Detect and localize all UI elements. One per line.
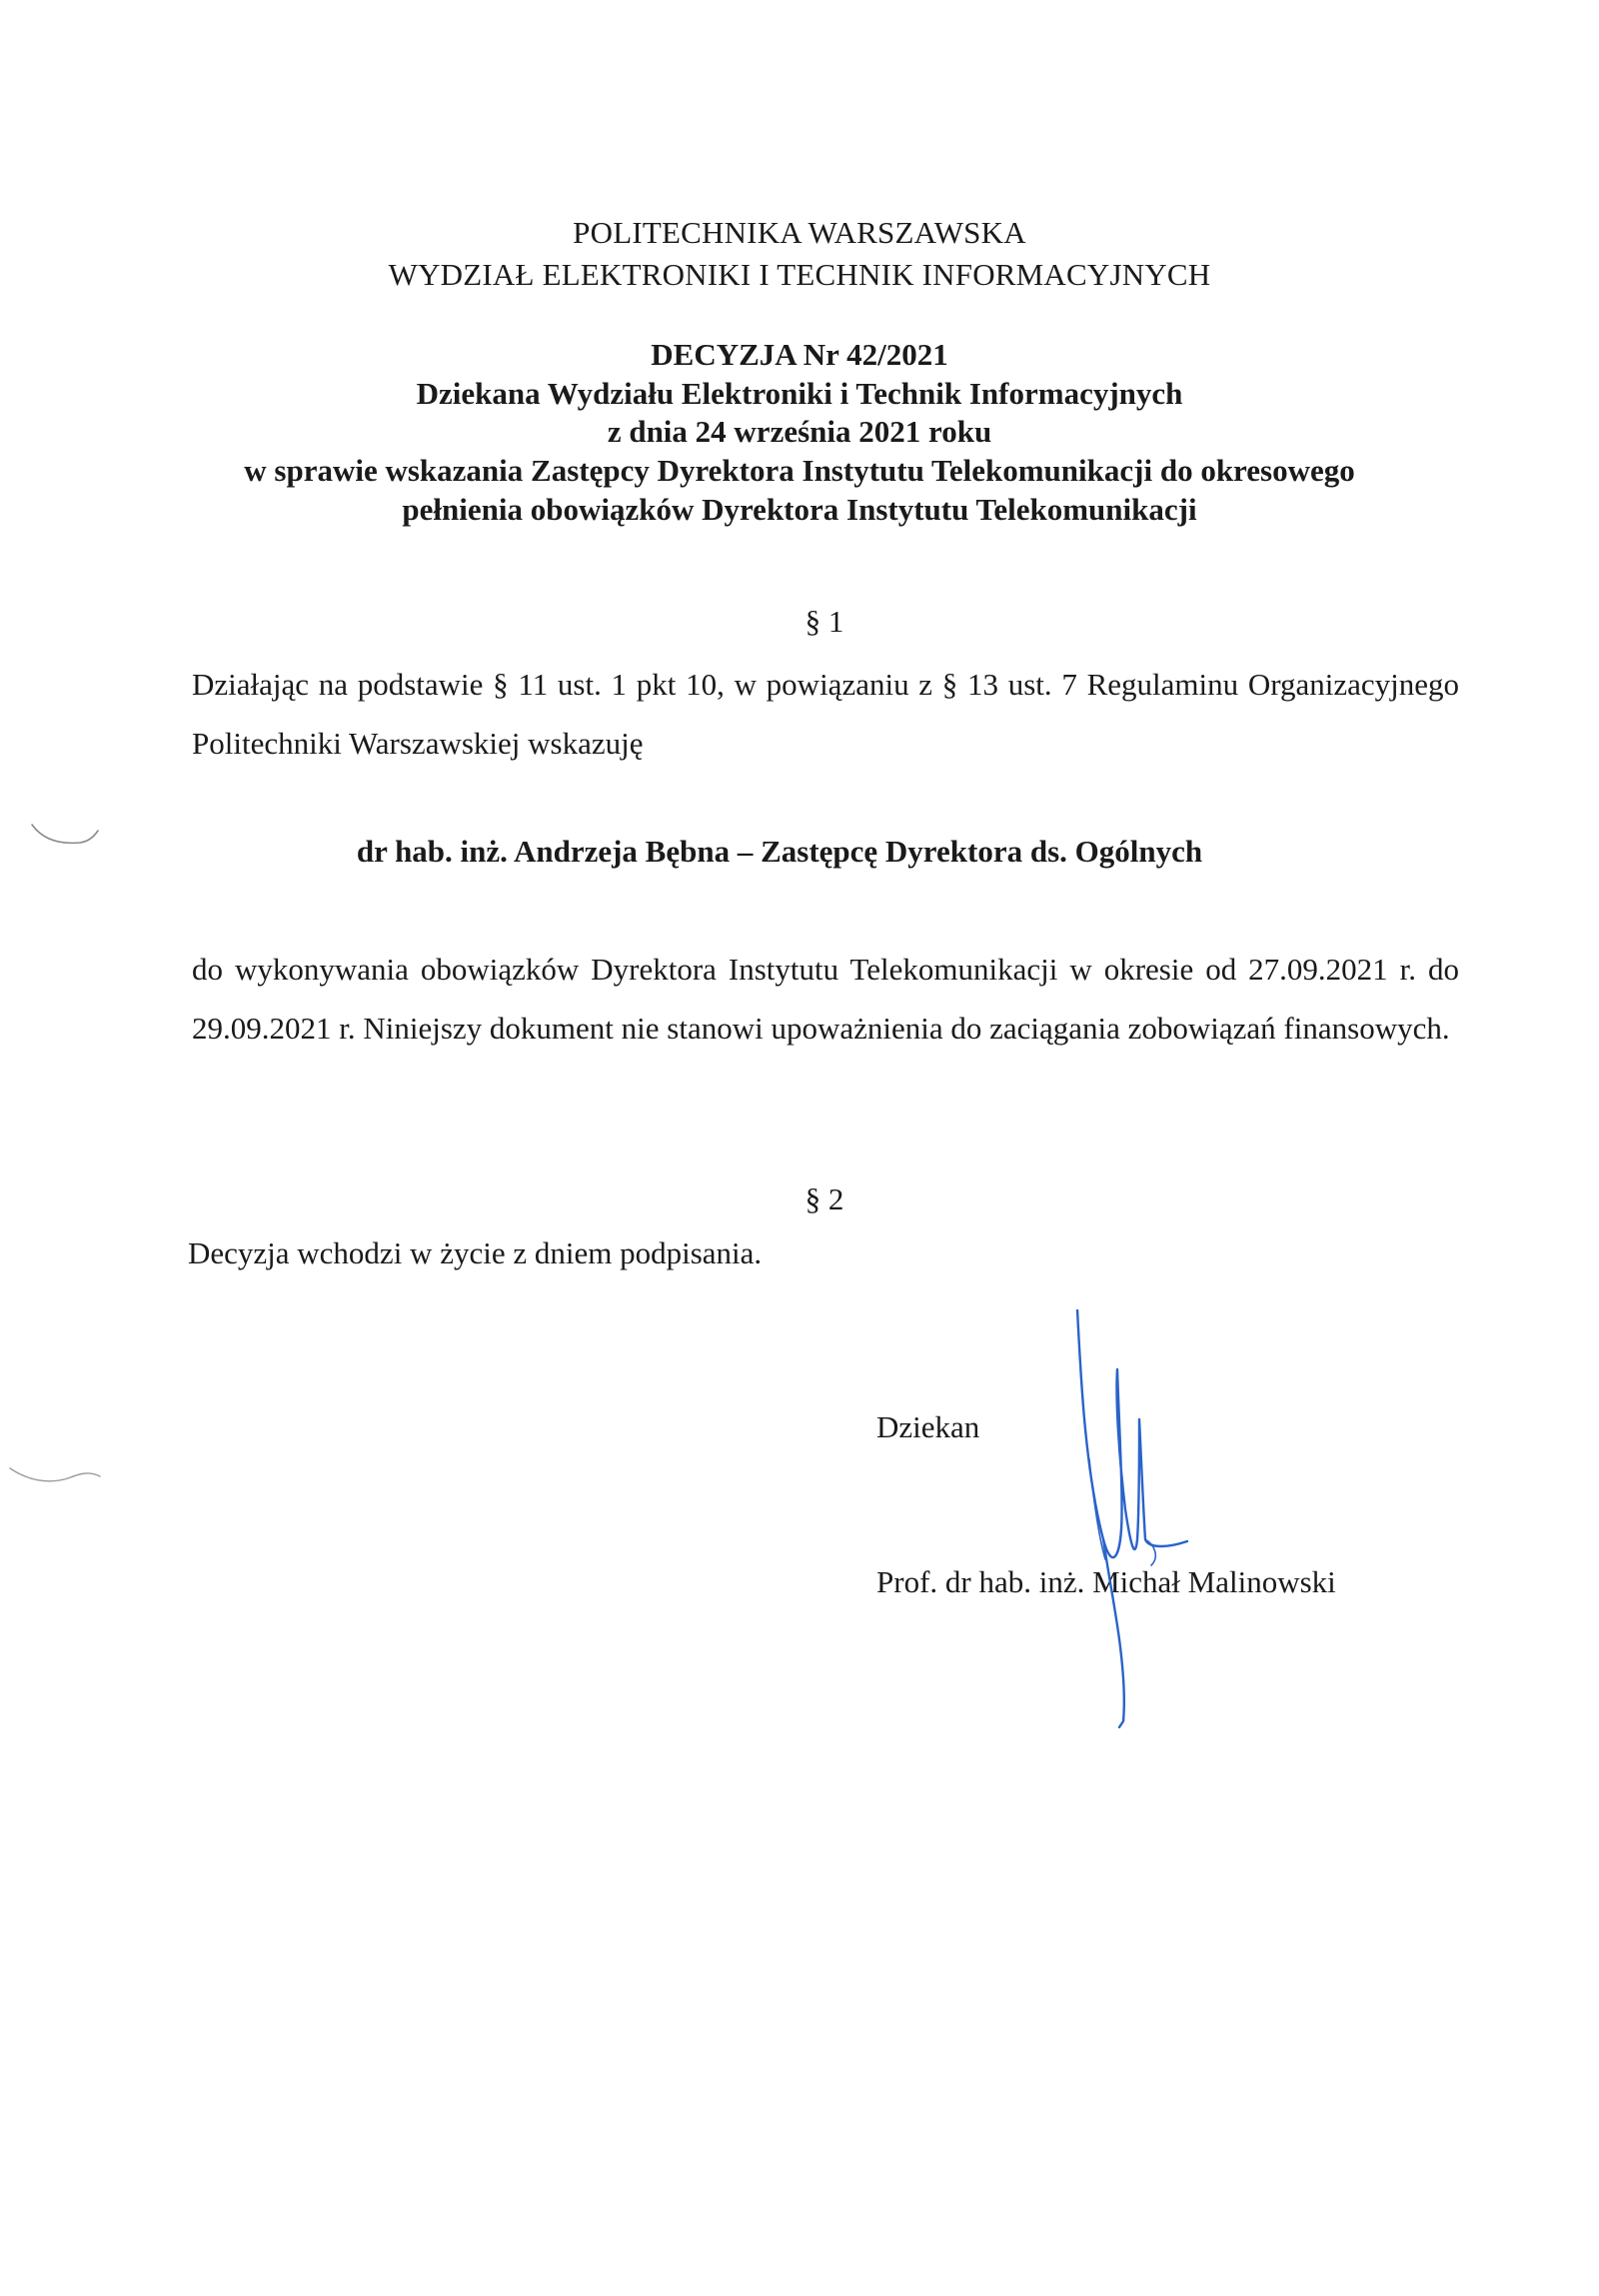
faculty-name: WYDZIAŁ ELEKTRONIKI I TECHNIK INFORMACYJNYCH [388, 257, 1211, 292]
signatory-name: Prof. dr hab. inż. Michał Malinowski [876, 1564, 1336, 1599]
section1-intro: Działając na podstawie § 11 ust. 1 pkt 10, w powiązaniu z § 13 ust. 7 Regulaminu Organizacyjnego Politechniki Warszawskiej wskazuję [192, 667, 1459, 761]
scan-artifact-mark [30, 815, 100, 855]
section2-text: Decyzja wchodzi w życie z dniem podpisania. [188, 1235, 763, 1270]
section2-sign: § 2 [804, 1181, 844, 1216]
decision-date: z dnia 24 września 2021 roku [607, 414, 992, 449]
section1-duties: do wykonywania obowiązków Dyrektora Instytutu Telekomunikacji w okresie od 27.09.2021 r. do 29.09.2021 r. Niniejszy dokument nie stanowi upoważnienia do zaciągania zobowiązań finansowych. [192, 952, 1459, 1046]
decision-number: DECYZJA Nr 42/2021 [651, 337, 948, 372]
signatory-role: Dziekan [876, 1409, 980, 1444]
appointed-person: dr hab. inż. Andrzeja Bębna – Zastępcę Dyrektora ds. Ogólnych [356, 834, 1203, 869]
decision-subject-line1: w sprawie wskazania Zastępcy Dyrektora Instytutu Telekomunikacji do okresowego [244, 453, 1355, 488]
university-name: POLITECHNIKA WARSZAWSKA [573, 215, 1026, 250]
decision-subject-line2: pełnienia obowiązków Dyrektora Instytutu Telekomunikacji [402, 492, 1197, 527]
scan-artifact-mark-lower [8, 1454, 108, 1494]
section1-sign: § 1 [804, 604, 844, 639]
decision-issuer: Dziekana Wydziału Elektroniki i Technik Informacyjnych [416, 376, 1183, 411]
handwritten-signature [1059, 1309, 1219, 1729]
